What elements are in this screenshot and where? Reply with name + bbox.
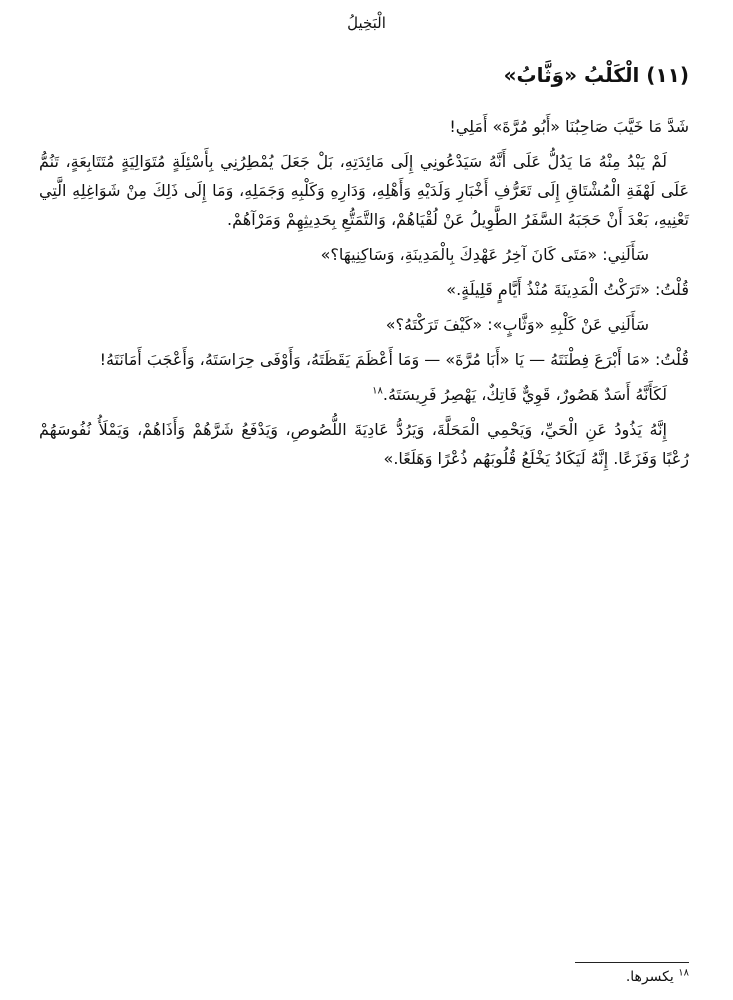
dialogue-line: قُلْتُ: «تَرَكْتُ الْمَدِينَةَ مُنْذُ أَيَّامٍ قَلِيلَةٍ.»	[446, 280, 689, 299]
footnote-reference: ١٨	[372, 385, 383, 397]
answer-paragraph: قُلْتُ: «مَا أَبْرَعَ فِطْنَتَهُ — يَا «أَبَا مُرَّةَ» — وَمَا أَعْظَمَ يَقَظَتَهُ، وَأَوْفَى حِرَاسَتَهُ، وَأَعْجَبَ أَمَانَتَهُ!	[99, 350, 689, 369]
dialogue-line: سَأَلَنِي: «مَتَى كَانَ آخِرُ عَهْدِكَ بِالْمَدِينَةِ، وَسَاكِنِيهَا؟»	[320, 245, 649, 264]
footnote	[389, 966, 689, 988]
footnote-text: يكسرها.	[625, 969, 674, 985]
footnote-divider	[575, 962, 689, 963]
dialogue-line: سَأَلَنِي عَنْ كَلْبِهِ «وَثَّابٍ»: «كَيْفَ تَرَكْتَهُ؟»	[385, 315, 649, 334]
running-head: الْبَخِيلُ	[347, 14, 386, 32]
verse-text: لَكَأَنَّهُ أَسَدٌ هَصُورٌ، قَوِيٌّ فَاتِكٌ، يَهْصِرُ فَرِيسَتَهُ.	[382, 385, 667, 404]
verse-line	[39, 380, 689, 409]
body-text	[39, 112, 689, 479]
footnote-number: ١٨	[678, 967, 689, 979]
closing-paragraph: إِنَّهُ يَذُودُ عَنِ الْحَيِّ، وَيَحْمِي الْمَحَلَّةَ، وَيَرُدُّ عَادِيَةَ اللُّصُوصِ، وَيَدْفَعُ شَرَّهُمْ وَأَذَاهُمْ، وَيَمْلَأُ نُفُوسَهُمْ رُعْبًا وَفَزَعًا. إِنَّهُ لَيَكَادُ يَخْلَعُ قُلُوبَهُم ذُعْرًا وَهَلَعًا.»	[39, 420, 689, 468]
chapter-title: (١١) الْكَلْبُ «وَثَّابُ»	[503, 63, 689, 87]
narrative-paragraph: لَمْ يَبْدُ مِنْهُ مَا يَدُلُّ عَلَى أَنَّهُ سَيَدْعُونِي إِلَى مَائِدَتِهِ، بَلْ جَعَلَ يُمْطِرُنِي بِأَسْئِلَةٍ مُتَوَالِيَةٍ مُتَتَابِعَةٍ، تَنُمُّ عَلَى لَهْفَةِ الْمُشْتَاقِ إِلَى تَعَرُّفِ أَخْبَارِ وَلَدَيْهِ وَأَهْلِهِ، وَدَارِهِ وَكَلْبِهِ وَجَمَلِهِ، وَمَا إِلَى ذَلِكَ مِنْ شَوَاغِلِهِ الَّتِي تَعْنِيهِ، بَعْدَ أَنْ حَجَبَهُ السَّفَرُ الطَّوِيلُ عَنْ لُقْيَاهُمْ، وَالتَّمَتُّعِ بِحَدِيثِهِمْ وَمَرْآهُمْ.	[39, 152, 689, 229]
opening-paragraph: شَدَّ مَا خَيَّبَ صَاحِبُنَا «أَبُو مُرَّةَ» أَمَلِي!	[449, 117, 689, 136]
